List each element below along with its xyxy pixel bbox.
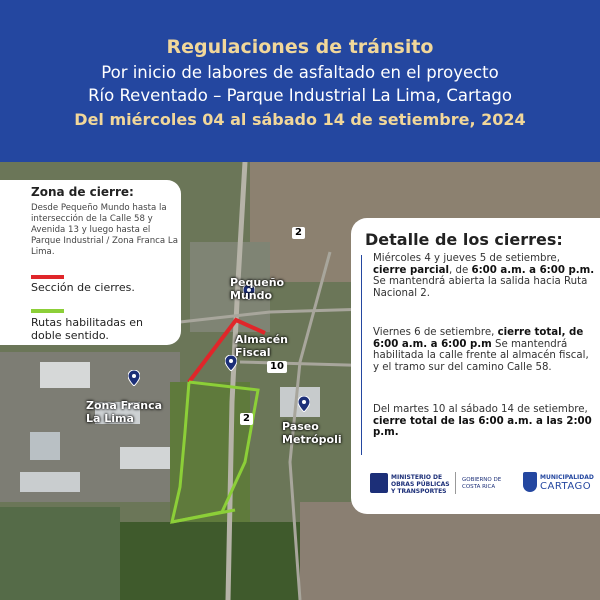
route-10-badge: 10 [267,361,287,373]
subtitle-line-1: Por inicio de labores de asfaltado en el proyecto [101,63,499,82]
logo-divider [455,472,456,494]
municipalidad-shield-icon [523,472,537,492]
almacen-fiscal-label: Almacén Fiscal [235,333,288,359]
mopt-logo-icon [370,473,388,493]
zona-franca-pin-icon [128,370,140,386]
detail-timeline-line [361,255,362,455]
mopt-logo-text: MINISTERIO DE OBRAS PÚBLICAS Y TRANSPORTES [391,474,450,495]
closure-legend-swatch [31,275,64,279]
subtitle-line-2: Río Reventado – Parque Industrial La Lima, Cartago [88,86,512,105]
paseo-metropoli-label: Paseo Metrópoli [282,420,342,446]
header-banner [0,0,600,162]
detail-item-3: Del martes 10 al sábado 14 de setiembre, cierre total de las 6:00 a.m. a las 2:00 p.m. [373,404,592,438]
pequeno-mundo-label: Pequeño Mundo [230,276,285,302]
route-2-badge-north: 2 [292,227,305,239]
date-range: Del miércoles 04 al sábado 14 de setiembre, 2024 [74,110,526,129]
route-legend-swatch [31,309,64,313]
cartago-label: CARTAGO [540,481,592,492]
zona-franca-label: Zona Franca La Lima [86,399,163,425]
route-legend-label: Rutas habilitadas en doble sentido. [31,316,144,342]
municipalidad-label: MUNICIPALIDAD [540,474,594,481]
closure-legend-label: Sección de cierres. [31,281,135,294]
route-2-badge-south: 2 [240,413,253,425]
detail-item-2: Viernes 6 de setiembre, cierre total, de 6:00 a.m. a 6:00 p.m Se mantendrá habilitada la calle frente al almacén fiscal, y el tramo sur del camino Calle 58. [373,327,589,373]
zone-description: Desde Pequeño Mundo hasta la intersección de la Calle 58 y Avenida 13 y luego hasta el Parque Industrial / Zona Franca La Lima. [31,203,178,257]
zone-title: Zona de cierre: [31,185,134,199]
page-title: Regulaciones de tránsito [166,36,434,58]
detail-title: Detalle de los cierres: [365,230,563,249]
paseo-metropoli-pin-icon [298,396,310,412]
detail-item-1: Miércoles 4 y jueves 5 de setiembre, cierre parcial, de 6:00 a.m. a 6:00 p.m. Se mantendrá abierta la salida hacia Ruta Nacional 2. [373,253,595,299]
gobierno-logo-text: GOBIERNO DE COSTA RICA [462,477,502,490]
